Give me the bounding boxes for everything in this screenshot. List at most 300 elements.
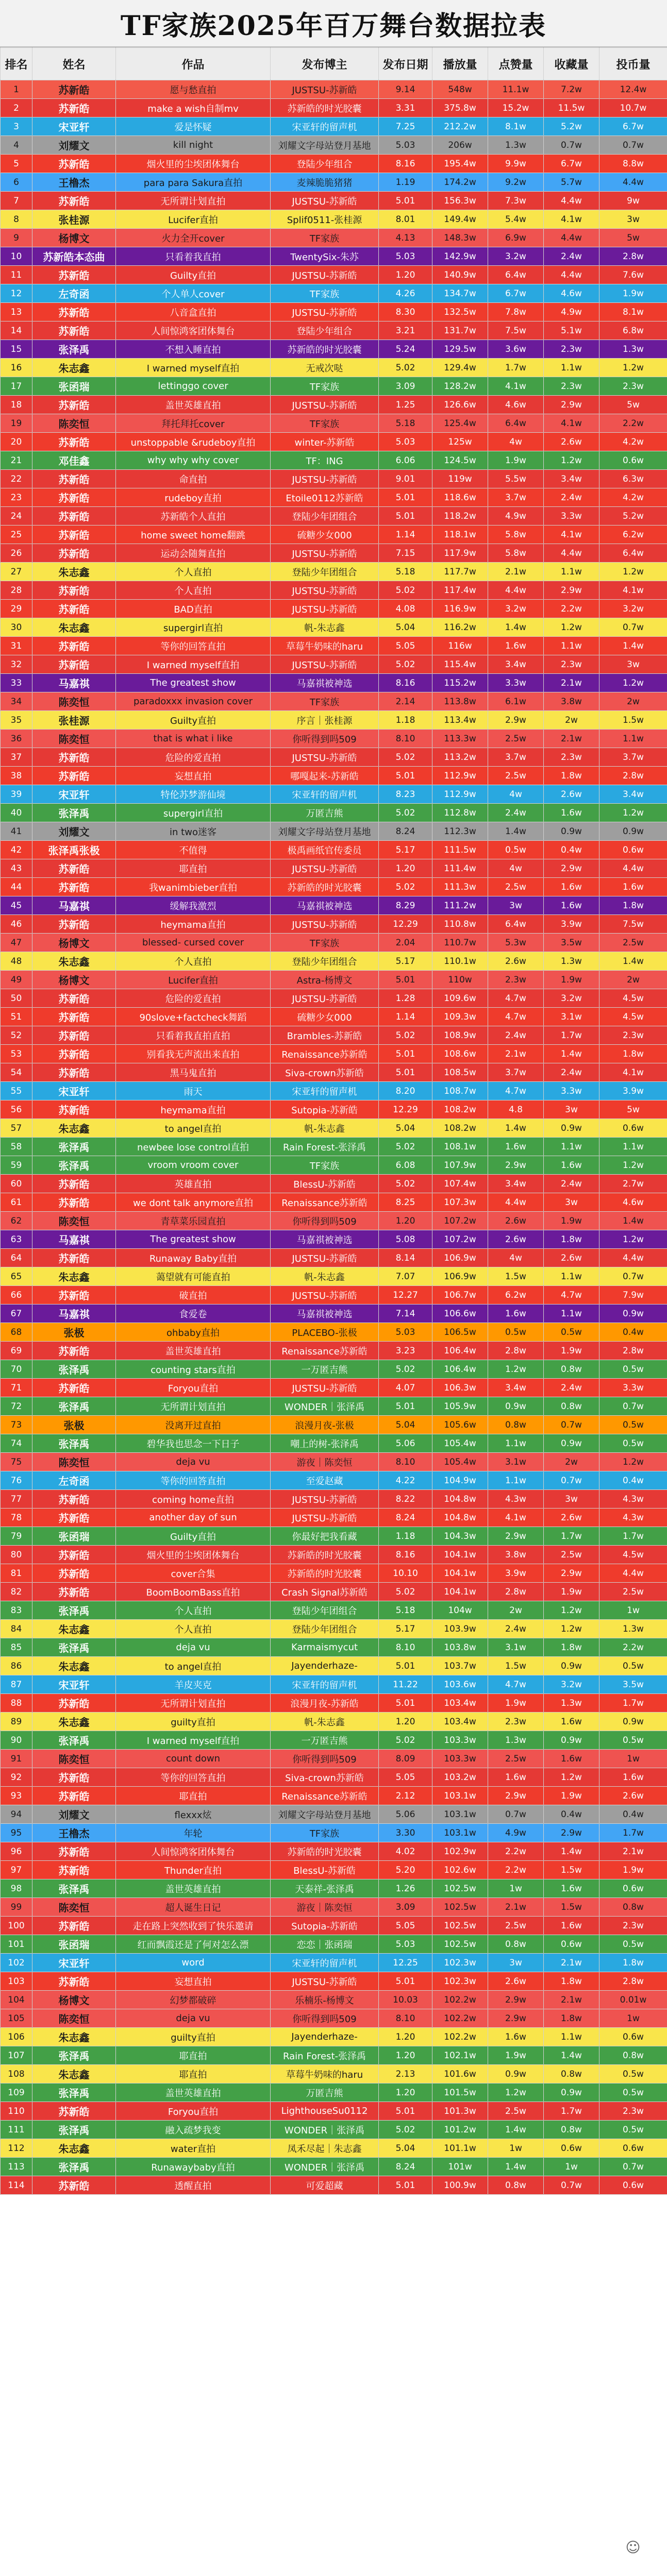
coins-cell: 5.2w — [599, 507, 667, 526]
publisher-cell: JUSTSU-苏新皓 — [271, 192, 379, 210]
publisher-cell: 你听得到吗509 — [271, 1750, 379, 1768]
rank-cell: 107 — [1, 2046, 32, 2065]
favorites-cell: 2.4w — [544, 488, 599, 507]
likes-cell: 6.2w — [488, 1286, 544, 1304]
rank-cell: 6 — [1, 173, 32, 192]
artist-cell: 朱志鑫 — [32, 2139, 116, 2158]
publisher-cell: JUSTSU-苏新皓 — [271, 470, 379, 488]
views-cell: 119w — [432, 470, 488, 488]
header-publisher: 发布博主 — [271, 48, 379, 80]
artist-cell: 张泽禹 — [32, 804, 116, 822]
work-cell: blessed- cursed cover — [116, 934, 271, 952]
rank-cell: 31 — [1, 637, 32, 655]
date-cell: 8.09 — [379, 1750, 432, 1768]
rank-cell: 28 — [1, 581, 32, 600]
views-cell: 103.4w — [432, 1713, 488, 1731]
rank-cell: 50 — [1, 989, 32, 1008]
table-row — [1, 1286, 667, 1304]
table-row — [1, 2046, 667, 2065]
date-cell: 5.03 — [379, 136, 432, 155]
views-cell: 108.2w — [432, 1119, 488, 1138]
coins-cell: 0.6w — [599, 2139, 667, 2158]
table-row — [1, 303, 667, 321]
coins-cell: 1.7w — [599, 1527, 667, 1546]
publisher-cell: winter-苏新皓 — [271, 433, 379, 451]
artist-cell: 苏新皓 — [32, 155, 116, 173]
date-cell: 5.01 — [379, 1972, 432, 1991]
rank-cell: 27 — [1, 563, 32, 581]
likes-cell: 1.4w — [488, 822, 544, 841]
coins-cell: 6.7w — [599, 117, 667, 136]
favorites-cell: 1.9w — [544, 1212, 599, 1230]
date-cell: 8.24 — [379, 1509, 432, 1527]
favorites-cell: 2.4w — [544, 247, 599, 266]
likes-cell: 2.6w — [488, 1972, 544, 1991]
views-cell: 148.3w — [432, 229, 488, 247]
likes-cell: 1.9w — [488, 2046, 544, 2065]
likes-cell: 0.9w — [488, 2065, 544, 2083]
artist-cell: 苏新皓 — [32, 655, 116, 674]
views-cell: 106.3w — [432, 1379, 488, 1397]
artist-cell: 苏新皓 — [32, 1100, 116, 1119]
artist-cell: 朱志鑫 — [32, 2028, 116, 2046]
views-cell: 102.3w — [432, 1954, 488, 1972]
work-cell: 不想入睡直拍 — [116, 340, 271, 359]
date-cell: 5.02 — [379, 1731, 432, 1750]
views-cell: 102.6w — [432, 1861, 488, 1879]
date-cell: 8.29 — [379, 896, 432, 915]
views-cell: 548w — [432, 80, 488, 99]
favorites-cell: 3.8w — [544, 692, 599, 711]
views-cell: 128.2w — [432, 377, 488, 396]
likes-cell: 8.1w — [488, 117, 544, 136]
views-cell: 195.4w — [432, 155, 488, 173]
likes-cell: 1.6w — [488, 1304, 544, 1323]
rank-cell: 93 — [1, 1787, 32, 1805]
artist-cell: 苏新皓 — [32, 396, 116, 414]
favorites-cell: 3w — [544, 1490, 599, 1509]
rank-cell: 20 — [1, 433, 32, 451]
favorites-cell: 1.6w — [544, 1156, 599, 1175]
artist-cell: 张函瑞 — [32, 377, 116, 396]
work-cell: 缓解我激烈 — [116, 896, 271, 915]
views-cell: 104.3w — [432, 1527, 488, 1546]
coins-cell: 10.7w — [599, 99, 667, 117]
views-cell: 140.9w — [432, 266, 488, 284]
table-row — [1, 526, 667, 544]
likes-cell: 3.4w — [488, 1379, 544, 1397]
favorites-cell: 1.3w — [544, 1694, 599, 1713]
rank-cell: 21 — [1, 451, 32, 470]
date-cell: 8.16 — [379, 674, 432, 692]
rank-cell: 83 — [1, 1601, 32, 1620]
coins-cell: 0.7w — [599, 1397, 667, 1416]
publisher-cell: 马嘉祺被神选 — [271, 674, 379, 692]
artist-cell: 苏新皓 — [32, 266, 116, 284]
publisher-cell: 帆-朱志鑫 — [271, 1713, 379, 1731]
table-row — [1, 1527, 667, 1546]
publisher-cell: Siva-crown苏新皓 — [271, 1768, 379, 1787]
rank-cell: 86 — [1, 1657, 32, 1675]
artist-cell: 苏新皓 — [32, 1546, 116, 1564]
table-row — [1, 1657, 667, 1675]
favorites-cell: 3w — [544, 1193, 599, 1212]
date-cell: 5.06 — [379, 1434, 432, 1453]
date-cell: 5.20 — [379, 1861, 432, 1879]
publisher-cell: 苏新皓的时光胶囊 — [271, 340, 379, 359]
publisher-cell: Renaissance苏新皓 — [271, 1787, 379, 1805]
views-cell: 112.8w — [432, 804, 488, 822]
likes-cell: 2w — [488, 1601, 544, 1620]
work-cell: BoomBoomBass直拍 — [116, 1583, 271, 1601]
rank-cell: 39 — [1, 785, 32, 804]
coins-cell: 1.2w — [599, 359, 667, 377]
date-cell: 8.14 — [379, 1249, 432, 1267]
favorites-cell: 1.4w — [544, 1045, 599, 1063]
date-cell: 5.02 — [379, 1026, 432, 1045]
date-cell: 1.18 — [379, 711, 432, 730]
publisher-cell: 登陆少年团组合 — [271, 952, 379, 971]
date-cell: 8.16 — [379, 1546, 432, 1564]
artist-cell: 左奇函 — [32, 284, 116, 303]
likes-cell: 6.1w — [488, 692, 544, 711]
date-cell: 5.02 — [379, 804, 432, 822]
work-cell: in two迷客 — [116, 822, 271, 841]
favorites-cell: 5.2w — [544, 117, 599, 136]
coins-cell: 4.2w — [599, 488, 667, 507]
likes-cell: 2.3w — [488, 1713, 544, 1731]
artist-cell: 张泽禹张极 — [32, 841, 116, 859]
views-cell: 108.9w — [432, 1026, 488, 1045]
date-cell: 3.31 — [379, 99, 432, 117]
likes-cell: 0.8w — [488, 1935, 544, 1954]
favorites-cell: 3.3w — [544, 1082, 599, 1100]
rank-cell: 62 — [1, 1212, 32, 1230]
views-cell: 108.5w — [432, 1063, 488, 1082]
work-cell: I warned myself直拍 — [116, 359, 271, 377]
coins-cell: 6.4w — [599, 544, 667, 563]
work-cell: 个人直拍 — [116, 563, 271, 581]
favorites-cell: 4.4w — [544, 192, 599, 210]
views-cell: 106.7w — [432, 1286, 488, 1304]
table-row — [1, 1750, 667, 1768]
likes-cell: 1.1w — [488, 1434, 544, 1453]
work-cell: 我wanimbieber直拍 — [116, 878, 271, 896]
work-cell: 特伦苏梦游仙境 — [116, 785, 271, 804]
views-cell: 103.2w — [432, 1768, 488, 1787]
likes-cell: 3.2w — [488, 600, 544, 618]
date-cell: 8.24 — [379, 822, 432, 841]
artist-cell: 张桂源 — [32, 711, 116, 730]
table-row — [1, 2065, 667, 2083]
table-row — [1, 1638, 667, 1657]
work-cell: BAD直拍 — [116, 600, 271, 618]
table-row — [1, 1842, 667, 1861]
publisher-cell: JUSTSU-苏新皓 — [271, 1249, 379, 1267]
favorites-cell: 4.9w — [544, 303, 599, 321]
date-cell: 7.14 — [379, 1304, 432, 1323]
coins-cell: 3w — [599, 210, 667, 229]
coins-cell: 4.1w — [599, 1063, 667, 1082]
rank-cell: 10 — [1, 247, 32, 266]
coins-cell: 0.8w — [599, 2046, 667, 2065]
views-cell: 112.9w — [432, 785, 488, 804]
artist-cell: 张泽禹 — [32, 2158, 116, 2176]
table-row — [1, 2139, 667, 2158]
artist-cell: 朱志鑫 — [32, 2065, 116, 2083]
work-cell: home sweet home翻跳 — [116, 526, 271, 544]
rank-cell: 82 — [1, 1583, 32, 1601]
table-row — [1, 155, 667, 173]
work-cell: 黑马鬼直拍 — [116, 1063, 271, 1082]
work-cell: I warned myself直拍 — [116, 655, 271, 674]
rank-cell: 68 — [1, 1323, 32, 1342]
date-cell: 8.16 — [379, 155, 432, 173]
coins-cell: 1.5w — [599, 711, 667, 730]
artist-cell: 刘耀文 — [32, 822, 116, 841]
coins-cell: 0.5w — [599, 1416, 667, 1434]
coins-cell: 2.3w — [599, 1026, 667, 1045]
favorites-cell: 0.9w — [544, 1119, 599, 1138]
table-row — [1, 1805, 667, 1824]
coins-cell: 2w — [599, 692, 667, 711]
views-cell: 105.4w — [432, 1434, 488, 1453]
date-cell: 4.07 — [379, 1379, 432, 1397]
date-cell: 2.12 — [379, 1787, 432, 1805]
favorites-cell: 1.1w — [544, 2028, 599, 2046]
rank-cell: 49 — [1, 971, 32, 989]
coins-cell: 4.4w — [599, 859, 667, 878]
date-cell: 5.03 — [379, 1323, 432, 1342]
views-cell: 102.5w — [432, 1917, 488, 1935]
header-row — [1, 48, 667, 80]
artist-cell: 苏新皓 — [32, 767, 116, 785]
artist-cell: 陈奕恒 — [32, 1212, 116, 1230]
likes-cell: 4.4w — [488, 581, 544, 600]
artist-cell: 苏新皓 — [32, 1787, 116, 1805]
artist-cell: 朱志鑫 — [32, 1119, 116, 1138]
header-work: 作品 — [116, 48, 271, 80]
favorites-cell: 1.9w — [544, 1342, 599, 1360]
publisher-cell: 登陆少年团组合 — [271, 1601, 379, 1620]
work-cell: 食爱卷 — [116, 1304, 271, 1323]
table-row — [1, 229, 667, 247]
work-cell: 耶直拍 — [116, 2065, 271, 2083]
coins-cell: 0.4w — [599, 1323, 667, 1342]
rank-cell: 77 — [1, 1490, 32, 1509]
likes-cell: 5.8w — [488, 544, 544, 563]
favorites-cell: 0.8w — [544, 2121, 599, 2139]
views-cell: 129.5w — [432, 340, 488, 359]
rank-cell: 40 — [1, 804, 32, 822]
publisher-cell: 浪漫月夜-张极 — [271, 1416, 379, 1434]
date-cell: 5.05 — [379, 637, 432, 655]
favorites-cell: 2.6w — [544, 433, 599, 451]
rank-cell: 81 — [1, 1564, 32, 1583]
work-cell: 只看着我直拍直拍 — [116, 1026, 271, 1045]
views-cell: 105.4w — [432, 1453, 488, 1471]
artist-cell: 苏新皓 — [32, 1972, 116, 1991]
rank-cell: 18 — [1, 396, 32, 414]
rank-cell: 41 — [1, 822, 32, 841]
rank-cell: 72 — [1, 1397, 32, 1416]
table-row — [1, 470, 667, 488]
artist-cell: 杨博文 — [32, 934, 116, 952]
favorites-cell: 1.1w — [544, 1138, 599, 1156]
artist-cell: 朱志鑫 — [32, 359, 116, 377]
likes-cell: 2.1w — [488, 1045, 544, 1063]
favorites-cell: 0.8w — [544, 1397, 599, 1416]
likes-cell: 2.5w — [488, 1917, 544, 1935]
publisher-cell: 极禹画纸官传委员 — [271, 841, 379, 859]
date-cell: 1.28 — [379, 989, 432, 1008]
publisher-cell: 你最好把我看藏 — [271, 1527, 379, 1546]
rank-cell: 37 — [1, 748, 32, 767]
table-row — [1, 1397, 667, 1416]
date-cell: 5.01 — [379, 1657, 432, 1675]
likes-cell: 3.1w — [488, 1453, 544, 1471]
likes-cell: 0.5w — [488, 1323, 544, 1342]
views-cell: 111.2w — [432, 896, 488, 915]
table-row — [1, 1620, 667, 1638]
table-row — [1, 377, 667, 396]
views-cell: 101.5w — [432, 2083, 488, 2102]
rank-cell: 65 — [1, 1267, 32, 1286]
work-cell: 妄想直拍 — [116, 767, 271, 785]
date-cell: 5.01 — [379, 971, 432, 989]
table-row — [1, 1342, 667, 1360]
rank-cell: 96 — [1, 1842, 32, 1861]
publisher-cell: Jayenderhaze- — [271, 2028, 379, 2046]
publisher-cell: 浪漫月夜-苏新皓 — [271, 1694, 379, 1713]
table-row — [1, 1972, 667, 1991]
work-cell: heymama直拍 — [116, 915, 271, 934]
table-row — [1, 1935, 667, 1954]
artist-cell: 张泽禹 — [32, 1156, 116, 1175]
rank-cell: 17 — [1, 377, 32, 396]
work-cell: 运动会随舞直拍 — [116, 544, 271, 563]
artist-cell: 杨博文 — [32, 971, 116, 989]
rank-cell: 54 — [1, 1063, 32, 1082]
publisher-cell: Renaissance苏新皓 — [271, 1045, 379, 1063]
table-row — [1, 2176, 667, 2195]
coins-cell: 0.6w — [599, 1119, 667, 1138]
table-row — [1, 1564, 667, 1583]
publisher-cell: 刘耀文字母站登月基地 — [271, 822, 379, 841]
rank-cell: 60 — [1, 1175, 32, 1193]
date-cell: 5.03 — [379, 1935, 432, 1954]
date-cell: 12.27 — [379, 1286, 432, 1304]
work-cell: 没离开过直拍 — [116, 1416, 271, 1434]
coins-cell: 3.2w — [599, 600, 667, 618]
coins-cell: 4.4w — [599, 1564, 667, 1583]
date-cell: 1.26 — [379, 1879, 432, 1898]
coins-cell: 3.5w — [599, 1675, 667, 1694]
date-cell: 5.05 — [379, 1768, 432, 1787]
likes-cell: 4.7w — [488, 1082, 544, 1100]
likes-cell: 1.4w — [488, 2121, 544, 2139]
publisher-cell: TF：ING — [271, 451, 379, 470]
rank-cell: 51 — [1, 1008, 32, 1026]
date-cell: 5.17 — [379, 952, 432, 971]
favorites-cell: 0.4w — [544, 1805, 599, 1824]
publisher-cell: Siva-crown苏新皓 — [271, 1063, 379, 1082]
coins-cell: 3.9w — [599, 1082, 667, 1100]
views-cell: 111.4w — [432, 859, 488, 878]
views-cell: 118.1w — [432, 526, 488, 544]
rank-cell: 67 — [1, 1304, 32, 1323]
likes-cell: 1.4w — [488, 2158, 544, 2176]
coins-cell: 2.3w — [599, 2102, 667, 2121]
table-row — [1, 266, 667, 284]
favorites-cell: 4.4w — [544, 544, 599, 563]
rank-cell: 16 — [1, 359, 32, 377]
publisher-cell: JUSTSU-苏新皓 — [271, 989, 379, 1008]
date-cell: 5.04 — [379, 1416, 432, 1434]
date-cell: 5.04 — [379, 2139, 432, 2158]
views-cell: 134.7w — [432, 284, 488, 303]
favorites-cell: 2.1w — [544, 1991, 599, 2009]
table-row — [1, 136, 667, 155]
likes-cell: 1w — [488, 1879, 544, 1898]
date-cell: 5.02 — [379, 1138, 432, 1156]
table-row — [1, 1416, 667, 1434]
work-cell: newbee lose control直拍 — [116, 1138, 271, 1156]
favorites-cell: 2.5w — [544, 1546, 599, 1564]
work-cell: rudeboy直拍 — [116, 488, 271, 507]
coins-cell: 0.5w — [599, 1731, 667, 1750]
date-cell: 5.01 — [379, 1694, 432, 1713]
views-cell: 109.6w — [432, 989, 488, 1008]
publisher-cell: JUSTSU-苏新皓 — [271, 80, 379, 99]
work-cell: guilty直拍 — [116, 1713, 271, 1731]
artist-cell: 苏新皓 — [32, 1917, 116, 1935]
publisher-cell: 苏新皓的时光胶囊 — [271, 1842, 379, 1861]
work-cell: Guilty直拍 — [116, 1527, 271, 1546]
artist-cell: 马嘉祺 — [32, 674, 116, 692]
table-row — [1, 1768, 667, 1787]
publisher-cell: Crash Signal苏新皓 — [271, 1583, 379, 1601]
artist-cell: 苏新皓 — [32, 303, 116, 321]
likes-cell: 1.1w — [488, 1471, 544, 1490]
rank-cell: 29 — [1, 600, 32, 618]
table-row — [1, 674, 667, 692]
publisher-cell: 刘耀文字母站登月基地 — [271, 1805, 379, 1824]
publisher-cell: Splif0511-张桂源 — [271, 210, 379, 229]
date-cell: 4.13 — [379, 229, 432, 247]
publisher-cell: 游夜｜陈奕恒 — [271, 1453, 379, 1471]
rank-cell: 7 — [1, 192, 32, 210]
publisher-cell: 苏新皓的时光胶囊 — [271, 99, 379, 117]
coins-cell: 6.3w — [599, 470, 667, 488]
views-cell: 112.3w — [432, 822, 488, 841]
work-cell: 危险的爱直拍 — [116, 748, 271, 767]
favorites-cell: 1.6w — [544, 804, 599, 822]
coins-cell: 0.9w — [599, 1304, 667, 1323]
coins-cell: 4.4w — [599, 1249, 667, 1267]
date-cell: 8.10 — [379, 2009, 432, 2028]
rank-cell: 30 — [1, 618, 32, 637]
coins-cell: 2.6w — [599, 1787, 667, 1805]
table-row — [1, 1063, 667, 1082]
likes-cell: 1.7w — [488, 359, 544, 377]
favorites-cell: 3w — [544, 1100, 599, 1119]
publisher-cell: WONDER｜张泽禹 — [271, 1397, 379, 1416]
work-cell: Lucifer直拍 — [116, 210, 271, 229]
table-row — [1, 284, 667, 303]
favorites-cell: 0.7w — [544, 1471, 599, 1490]
table-row — [1, 711, 667, 730]
